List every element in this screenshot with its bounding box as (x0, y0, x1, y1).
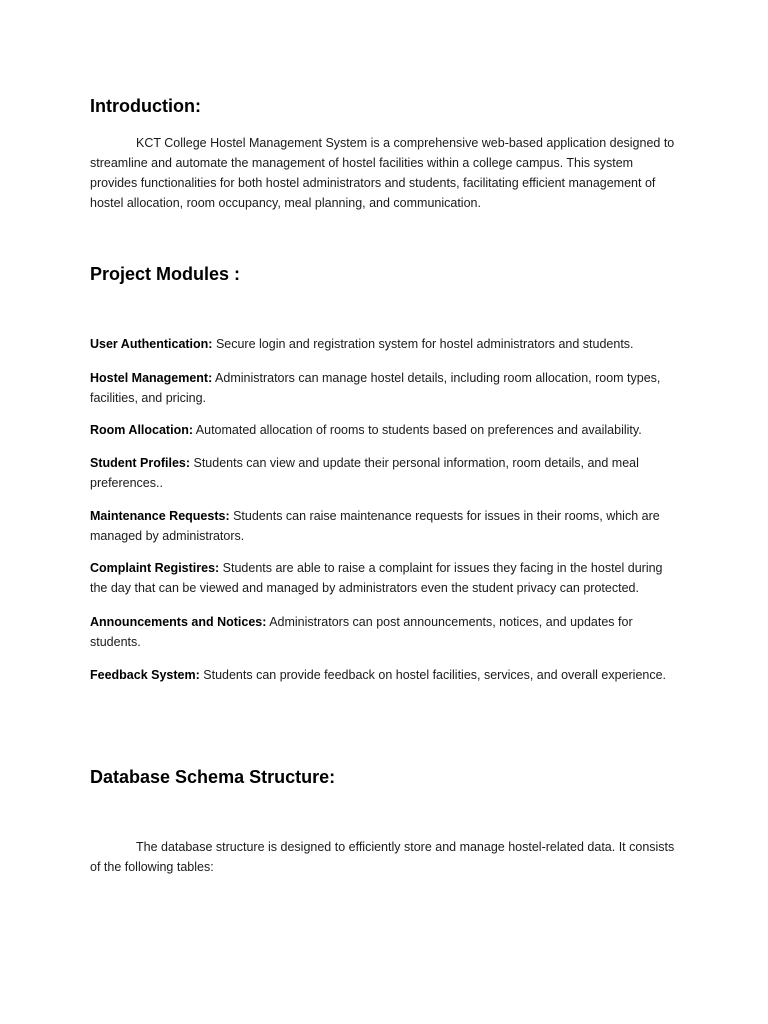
module-description: Students can view and update their personal information, room details, and meal preferences.. (90, 456, 639, 490)
module-term: Announcements and Notices: (90, 615, 267, 629)
module-item-user-authentication (90, 334, 678, 354)
module-item-maintenance-requests (90, 506, 678, 546)
module-term: Hostel Management: (90, 371, 213, 385)
module-description: Administrators can post announcements, notices, and updates for students. (90, 615, 633, 649)
module-item-student-profiles (90, 453, 678, 493)
module-term: Complaint Registires: (90, 561, 220, 575)
module-description: Students can provide feedback on hostel facilities, services, and overall experience. (199, 668, 667, 682)
database-schema-paragraph: The database structure is designed to efficiently store and manage hostel-related data. It consists of the following tables: (90, 840, 675, 874)
module-term: Student Profiles: (90, 456, 191, 470)
module-description: Automated allocation of rooms to students based on preferences and availability. (193, 423, 642, 437)
project-modules-heading: Project Modules : (90, 264, 241, 284)
database-schema-heading: Database Schema Structure: (90, 767, 336, 787)
module-description: Students can raise maintenance requests for issues in their rooms, which are managed by administrators. (90, 509, 660, 543)
module-description: Secure login and registration system for hostel administrators and students. (212, 337, 634, 351)
module-term: Room Allocation: (90, 423, 194, 437)
module-description: Administrators can manage hostel details, including room allocation, room types, facilities, and pricing. (90, 371, 661, 405)
module-term: Maintenance Requests: (90, 509, 230, 523)
module-item-announcements-and-notices (90, 612, 678, 652)
module-item-room-allocation (90, 420, 678, 440)
module-item-hostel-management (90, 368, 678, 408)
module-item-complaint-registires (90, 558, 678, 598)
module-item-feedback-system (90, 665, 678, 685)
introduction-heading: Introduction: (90, 96, 201, 116)
module-term: User Authentication: (90, 337, 213, 351)
module-description: Students are able to raise a complaint for issues they facing in the hostel during the day that can be viewed and managed by administrators even the student privacy can protected. (90, 561, 663, 595)
introduction-paragraph: KCT College Hostel Management System is a comprehensive web-based application designed to streamline and automate the management of hostel facilities within a college campus. This system provides functionalities for both hostel administrators and students, facilitating efficient management of hostel allocation, room occupancy, meal planning, and communication. (90, 136, 675, 210)
module-term: Feedback System: (90, 668, 200, 682)
